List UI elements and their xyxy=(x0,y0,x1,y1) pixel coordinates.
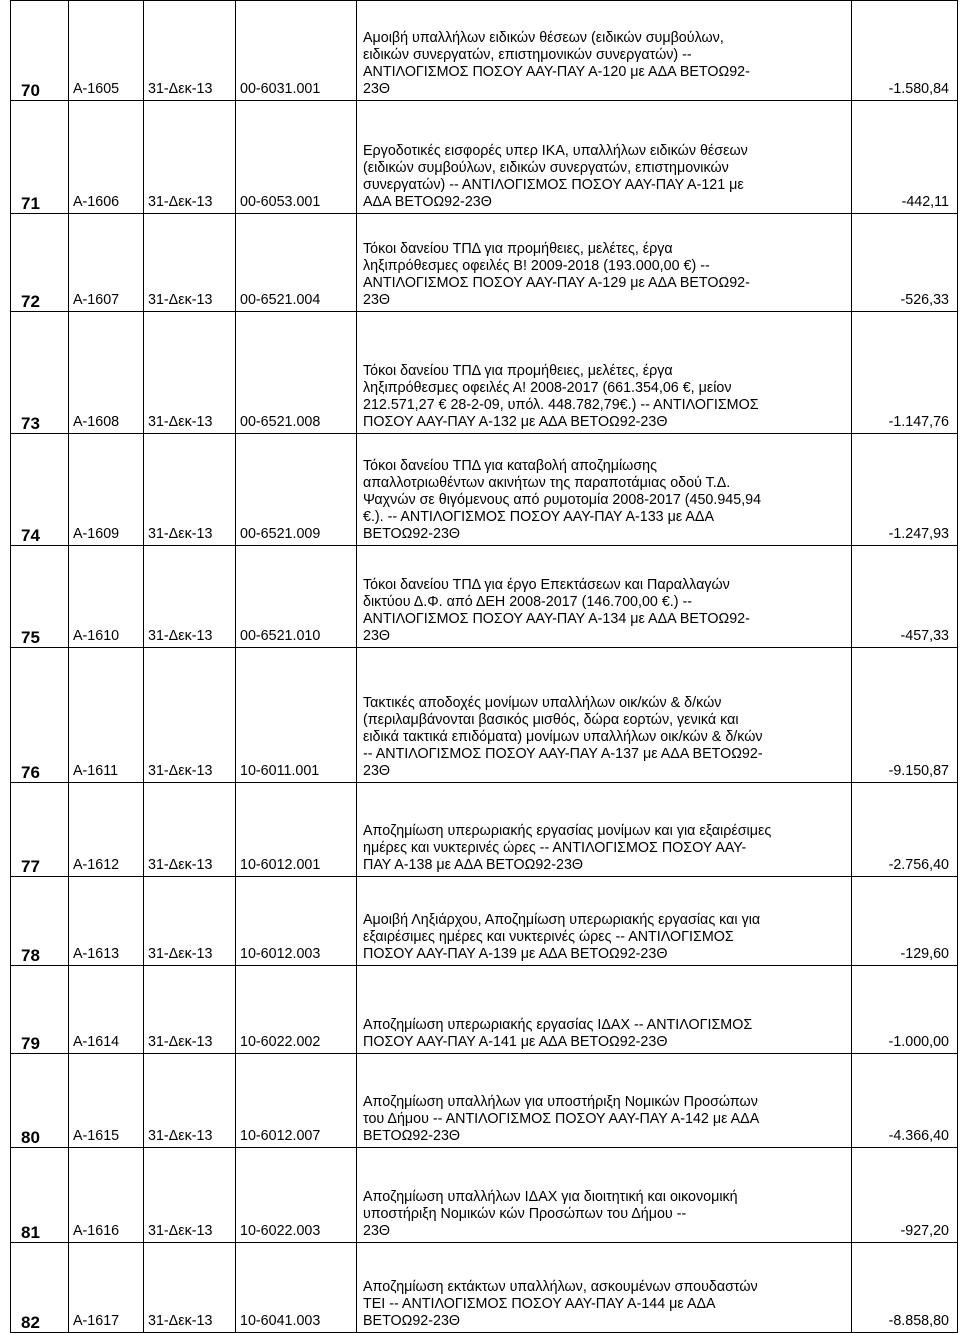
row-amount: -4.366,40 xyxy=(852,1054,958,1148)
row-description: Αποζημίωση υπερωριακής εργασίας μονίμων και για εξαιρέσιμες ημέρες και νυκτερινές ώρες -- ΑΝΤΙΛΟΓΙΣΜΟΣ ΠΟΣΟΥ ΑΑΥ- ΠΑΥ Α-138 με ΑΔΑ ΒΕΤΟΩ92-23Θ xyxy=(357,783,852,877)
table-row xyxy=(11,1054,958,1148)
row-description: Τόκοι δανείου ΤΠΔ για προμήθειες, μελέτες, έργα ληξιπρόθεσμες οφειλές Α! 2008-2017 (661.354,06 €, μείον 212.571,27 € 28-2-09, υπόλ. 448.782,79€.) -- ΑΝΤΙΛΟΓΙΣΜΟΣ ΠΟΣΟΥ ΑΑΥ-ΠΑΥ Α-132 με ΑΔΑ ΒΕΤΟΩ92-23Θ xyxy=(357,312,852,434)
row-amount: -8.858,80 xyxy=(852,1243,958,1333)
row-description: Αποζημίωση εκτάκτων υπαλλήλων, ασκουμένων σπουδαστών ΤΕΙ -- ΑΝΤΙΛΟΓΙΣΜΟΣ ΠΟΣΟΥ ΑΑΥ-ΠΑΥ Α-144 με ΑΔΑ ΒΕΤΟΩ92-23Θ xyxy=(357,1243,852,1333)
row-number: 76 xyxy=(11,648,69,783)
table-row xyxy=(11,214,958,312)
row-date: 31-Δεκ-13 xyxy=(144,877,236,966)
row-account: 00-6521.009 xyxy=(236,434,357,546)
row-number: 78 xyxy=(11,877,69,966)
table-row xyxy=(11,312,958,434)
row-description: Τόκοι δανείου ΤΠΔ για καταβολή αποζημίωσης απαλλοτριωθέντων ακινήτων της παραποτάμιας οδού Τ.Δ. Ψαχνών σε θιγόμενους από ρυμοτομία 2008-2017 (450.945,94 €.). -- ΑΝΤΙΛΟΓΙΣΜΟΣ ΠΟΣΟΥ ΑΑΥ-ΠΑΥ Α-133 με ΑΔΑ ΒΕΤΟΩ92-23Θ xyxy=(357,434,852,546)
row-date: 31-Δεκ-13 xyxy=(144,214,236,312)
row-description: Τόκοι δανείου ΤΠΔ για προμήθειες, μελέτες, έργα ληξιπρόθεσμες οφειλές Β! 2009-2018 (193.000,00 €) -- ΑΝΤΙΛΟΓΙΣΜΟΣ ΠΟΣΟΥ ΑΑΥ-ΠΑΥ Α-129 με ΑΔΑ ΒΕΤΟΩ92- 23Θ xyxy=(357,214,852,312)
row-amount: -1.147,76 xyxy=(852,312,958,434)
row-number: 72 xyxy=(11,214,69,312)
ledger-body xyxy=(11,1,958,1333)
row-code: Α-1611 xyxy=(69,648,144,783)
row-amount: -1.000,00 xyxy=(852,966,958,1054)
row-amount: -927,20 xyxy=(852,1148,958,1243)
table-row xyxy=(11,101,958,214)
row-account: 10-6011.001 xyxy=(236,648,357,783)
row-number: 75 xyxy=(11,546,69,648)
row-number: 70 xyxy=(11,1,69,101)
row-description: Αποζημίωση υπαλλήλων ΙΔΑΧ για διοιτητική και οικονομική υποστήριξη Νομικών κών Προσώπων του Δήμου -- 23Θ xyxy=(357,1148,852,1243)
table-row xyxy=(11,877,958,966)
row-number: 79 xyxy=(11,966,69,1054)
row-description: Τόκοι δανείου ΤΠΔ για έργο Επεκτάσεων και Παραλλαγών δικτύου Δ.Φ. από ΔΕΗ 2008-2017 (146.700,00 €.) -- ΑΝΤΙΛΟΓΙΣΜΟΣ ΠΟΣΟΥ ΑΑΥ-ΠΑΥ Α-134 με ΑΔΑ ΒΕΤΟΩ92- 23Θ xyxy=(357,546,852,648)
row-account: 00-6521.004 xyxy=(236,214,357,312)
row-description: Αμοιβή υπαλλήλων ειδικών θέσεων (ειδικών συμβούλων, ειδικών συνεργατών, επιστημονικών συνεργατών) -- ΑΝΤΙΛΟΓΙΣΜΟΣ ΠΟΣΟΥ ΑΑΥ-ΠΑΥ Α-120 με ΑΔΑ ΒΕΤΟΩ92- 23Θ xyxy=(357,1,852,101)
table-row xyxy=(11,1,958,101)
row-account: 10-6041.003 xyxy=(236,1243,357,1333)
row-account: 00-6521.008 xyxy=(236,312,357,434)
row-code: Α-1615 xyxy=(69,1054,144,1148)
row-amount: -457,33 xyxy=(852,546,958,648)
row-amount: -442,11 xyxy=(852,101,958,214)
table-row xyxy=(11,546,958,648)
row-date: 31-Δεκ-13 xyxy=(144,1054,236,1148)
row-code: Α-1610 xyxy=(69,546,144,648)
row-description: Αμοιβή Ληξιάρχου, Αποζημίωση υπερωριακής εργασίας και για εξαιρέσιμες ημέρες και νυκτερινές ώρες -- ΑΝΤΙΛΟΓΙΣΜΟΣ ΠΟΣΟΥ ΑΑΥ-ΠΑΥ Α-139 με ΑΔΑ ΒΕΤΟΩ92-23Θ xyxy=(357,877,852,966)
row-code: Α-1613 xyxy=(69,877,144,966)
row-description: Εργοδοτικές εισφορές υπερ ΙΚΑ, υπαλλήλων ειδικών θέσεων (ειδικών συμβούλων, ειδικών συνεργατών, επιστημονικών συνεργατών) -- ΑΝΤΙΛΟΓΙΣΜΟΣ ΠΟΣΟΥ ΑΑΥ-ΠΑΥ Α-121 με ΑΔΑ ΒΕΤΟΩ92-23Θ xyxy=(357,101,852,214)
row-account: 00-6521.010 xyxy=(236,546,357,648)
row-date: 31-Δεκ-13 xyxy=(144,783,236,877)
row-account: 10-6022.002 xyxy=(236,966,357,1054)
row-date: 31-Δεκ-13 xyxy=(144,648,236,783)
row-account: 00-6031.001 xyxy=(236,1,357,101)
row-date: 31-Δεκ-13 xyxy=(144,1,236,101)
row-code: Α-1609 xyxy=(69,434,144,546)
row-code: Α-1607 xyxy=(69,214,144,312)
row-date: 31-Δεκ-13 xyxy=(144,434,236,546)
row-number: 81 xyxy=(11,1148,69,1243)
row-description: Αποζημίωση υπαλλήλων για υποστήριξη Νομικών Προσώπων του Δήμου -- ΑΝΤΙΛΟΓΙΣΜΟΣ ΠΟΣΟΥ ΑΑΥ-ΠΑΥ Α-142 με ΑΔΑ ΒΕΤΟΩ92-23Θ xyxy=(357,1054,852,1148)
row-date: 31-Δεκ-13 xyxy=(144,101,236,214)
row-amount: -129,60 xyxy=(852,877,958,966)
row-description: Τακτικές αποδοχές μονίμων υπαλλήλων οικ/κών & δ/κών (περιλαμβάνονται βασικός μισθός, δώρα εορτών, γενικά και ειδικά τακτικά επιδόματα) μονίμων υπαλλήλων οικ/κών & δ/κών -- ΑΝΤΙΛΟΓΙΣΜΟΣ ΠΟΣΟΥ ΑΑΥ-ΠΑΥ Α-137 με ΑΔΑ ΒΕΤΟΩ92- 23Θ xyxy=(357,648,852,783)
row-date: 31-Δεκ-13 xyxy=(144,1243,236,1333)
row-number: 77 xyxy=(11,783,69,877)
row-code: Α-1606 xyxy=(69,101,144,214)
table-row xyxy=(11,966,958,1054)
table-row xyxy=(11,1148,958,1243)
row-date: 31-Δεκ-13 xyxy=(144,312,236,434)
row-code: Α-1617 xyxy=(69,1243,144,1333)
table-row xyxy=(11,648,958,783)
row-number: 82 xyxy=(11,1243,69,1333)
row-date: 31-Δεκ-13 xyxy=(144,546,236,648)
row-number: 80 xyxy=(11,1054,69,1148)
ledger-table xyxy=(10,0,958,1333)
row-description: Αποζημίωση υπερωριακής εργασίας ΙΔΑΧ -- ΑΝΤΙΛΟΓΙΣΜΟΣ ΠΟΣΟΥ ΑΑΥ-ΠΑΥ Α-141 με ΑΔΑ ΒΕΤΟΩ92-23Θ xyxy=(357,966,852,1054)
row-account: 10-6012.001 xyxy=(236,783,357,877)
row-amount: -9.150,87 xyxy=(852,648,958,783)
table-row xyxy=(11,434,958,546)
row-number: 71 xyxy=(11,101,69,214)
table-row xyxy=(11,1243,958,1333)
row-code: Α-1612 xyxy=(69,783,144,877)
row-amount: -1.247,93 xyxy=(852,434,958,546)
row-number: 74 xyxy=(11,434,69,546)
row-number: 73 xyxy=(11,312,69,434)
table-row xyxy=(11,783,958,877)
row-code: Α-1608 xyxy=(69,312,144,434)
row-account: 10-6022.003 xyxy=(236,1148,357,1243)
row-code: Α-1614 xyxy=(69,966,144,1054)
row-account: 00-6053.001 xyxy=(236,101,357,214)
row-amount: -526,33 xyxy=(852,214,958,312)
row-code: Α-1605 xyxy=(69,1,144,101)
row-amount: -1.580,84 xyxy=(852,1,958,101)
row-account: 10-6012.003 xyxy=(236,877,357,966)
row-date: 31-Δεκ-13 xyxy=(144,1148,236,1243)
row-date: 31-Δεκ-13 xyxy=(144,966,236,1054)
row-account: 10-6012.007 xyxy=(236,1054,357,1148)
row-amount: -2.756,40 xyxy=(852,783,958,877)
row-code: Α-1616 xyxy=(69,1148,144,1243)
